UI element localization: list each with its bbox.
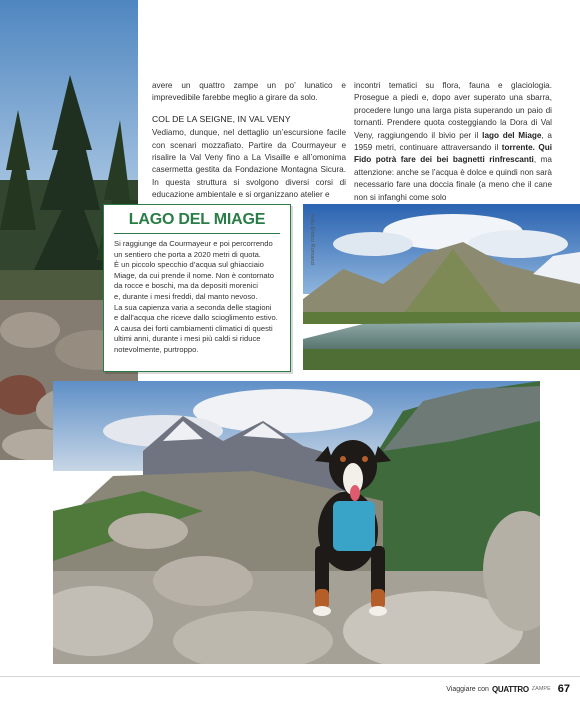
lake-photo (303, 204, 580, 370)
text-run: , a 1959 metri, continuare attraversando il (354, 130, 552, 153)
footer-prefix: Viaggiare con (446, 685, 489, 693)
left-text-column (152, 80, 346, 202)
info-box (103, 204, 291, 372)
box-line: La sua capienza varia a seconda delle stagioni (114, 302, 272, 312)
footer-divider (0, 676, 580, 677)
dog-photo (53, 381, 540, 664)
box-line: un sentiero che porta a 2020 metri di quota. (114, 249, 261, 259)
box-line: notevolmente, purtroppo. (114, 344, 199, 354)
magazine-logo: QUATTRO (491, 684, 529, 694)
box-line: Si raggiunge da Courmayeur e poi percorrendo (114, 239, 273, 248)
page-number: 67 (557, 683, 570, 695)
box-line: A causa dei forti cambiamenti climatici di questi (114, 323, 273, 333)
bold-text: torrente. Qui Fido potrà fare dei bei bagnetti rinfrescanti (354, 143, 552, 165)
box-text (114, 239, 282, 356)
bold-text: lago del Miage (482, 130, 542, 140)
paragraph: avere un quattro zampe un po’ lunatico e imprevedibile farebbe meglio a girare da solo. (152, 81, 346, 103)
magazine-logo-suffix: ZAMPE (531, 686, 551, 692)
box-line: Miage, da cui prende il nome. Non è contornato (114, 270, 274, 280)
photo-credit: Foto Enrico Romanzi (309, 214, 315, 266)
box-line: da rocce e boschi, ma da depositi morenici (114, 281, 258, 291)
paragraph (354, 80, 552, 204)
box-line: e dall’acqua che riceve dallo scioglimento estivo. (114, 313, 278, 323)
box-title: LAGO DEL MIAGE (128, 211, 266, 228)
box-line: e, durante i mesi freddi, dal manto nevoso. (114, 291, 258, 301)
box-divider (114, 233, 280, 234)
text-run: , ma attenzione: anche se l’acqua è dolce e quindi non sarà necessario fare una doccia finale (a meno che il cane non si infanghi come solo (354, 155, 552, 202)
paragraph: Vediamo, dunque, nel dettaglio un’escursione facile con scenari mozzafiato. Partire da Courmayeur e risalire la Val Veny fino a La Visaille e all’omonima casermetta gestita da Fondazione Montagna Sicura. In questa struttura si svolgono diversi corsi di educazione ambientale e si organizzano atelier e (152, 128, 346, 200)
box-line: È un piccolo specchio d’acqua sul ghiacciaio (114, 260, 264, 270)
section-subheading: COL DE LA SEIGNE, IN VAL VENY (152, 113, 291, 124)
right-text-column (354, 80, 552, 204)
text-run: incontri tematici su flora, fauna e glaciologia. Prosegue a piedi e, dopo aver superato una sbarra, procedere lungo una larga pista superando un paio di tornanti. Prendere quota costeggiando la Dora di Val Veny, raggiungendo il bivio per il (354, 81, 552, 140)
page-footer (446, 683, 570, 695)
box-line: ultimi anni, durante i mesi più caldi si riduce (114, 334, 261, 344)
